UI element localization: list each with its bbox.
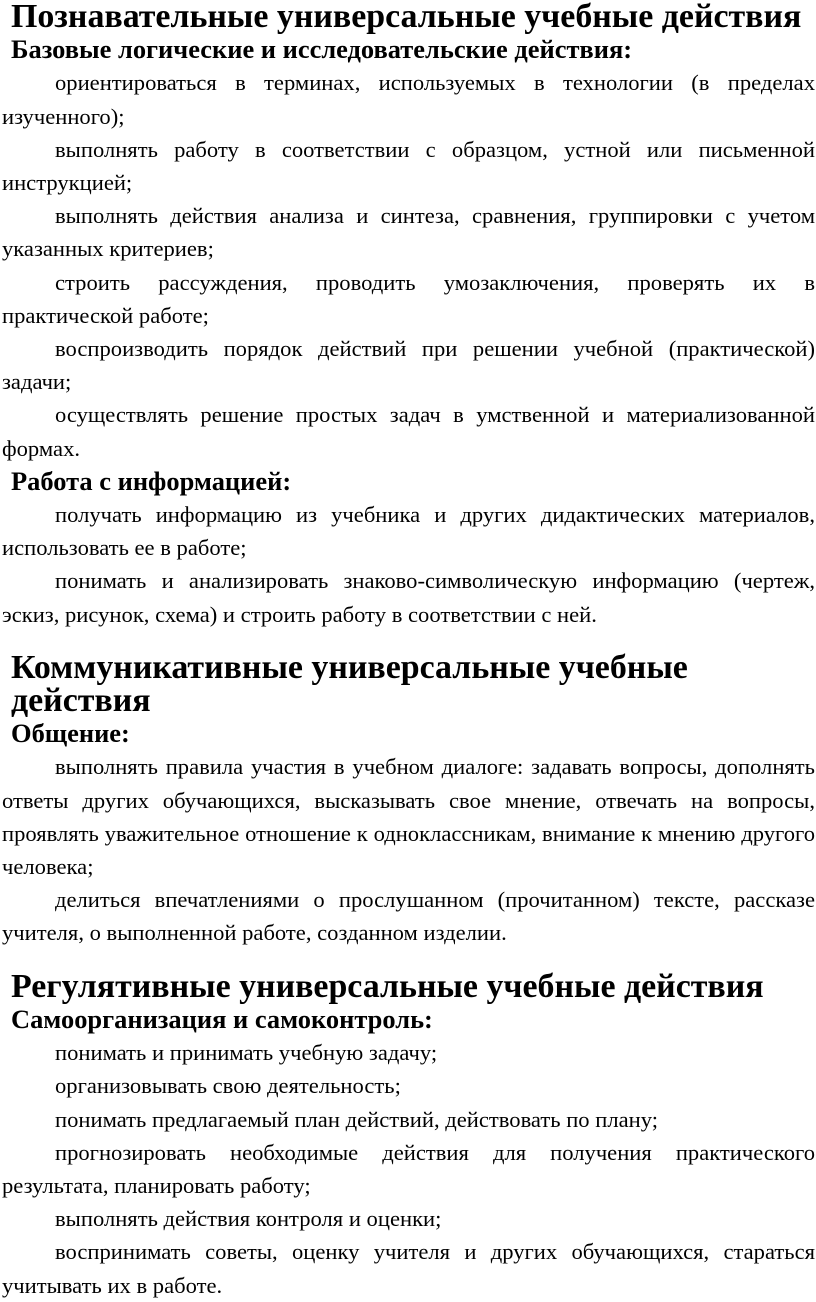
list-item: выполнять работу в соответствии с образцом, устной или письменной инструкцией; (2, 136, 815, 196)
list-item: ориентироваться в терминах, используемых в технологии (в пределах изученного); (2, 70, 815, 129)
section-spacer (2, 631, 815, 651)
list-item: выполнять правила участия в учебном диалоге: задавать вопросы, дополнять ответы других обучающихся, высказывать свое мнение, отвечать на вопросы, проявлять уважительное отношение к одноклассникам, внимание к мнению другого человека; (2, 754, 815, 880)
list-item: воспроизводить порядок действий при решении учебной (практической) задачи; (2, 336, 815, 395)
communicative-section (2, 648, 815, 950)
list-item: строить рассуждения, проводить умозаключения, проверять их в практической работе; (2, 269, 815, 328)
section-spacer (2, 950, 815, 970)
list-item: получать информацию из учебника и других дидактических материалов, использовать ее в работе; (2, 502, 815, 561)
list-item: выполнять действия контроля и оценки; (55, 1206, 442, 1232)
subsection-title: Работа с информацией: (11, 465, 292, 496)
list-item: организовывать свою деятельность; (55, 1073, 401, 1099)
regulative-section (2, 967, 815, 1302)
list-item: делиться впечатлениями о прослушанном (прочитанном) тексте, рассказе учителя, о выполненной работе, созданном изделии. (2, 887, 815, 946)
list-item: прогнозировать необходимые действия для получения практического результата, планировать работу; (2, 1139, 815, 1198)
list-item: понимать предлагаемый план действий, действовать по плану; (55, 1106, 659, 1132)
subsection-title: Базовые логические и исследовательские действия: (11, 34, 633, 65)
section-title: Коммуникативные универсальные учебные действия (11, 648, 688, 720)
list-item: понимать и принимать учебную задачу; (55, 1040, 438, 1066)
list-item: выполнять действия анализа и синтеза, сравнения, группировки с учетом указанных критериев; (2, 203, 815, 262)
cognitive-section (2, 0, 815, 631)
subsection-title: Самоорганизация и самоконтроль: (11, 1003, 433, 1034)
subsection-title: Общение: (11, 718, 130, 749)
section-title: Познавательные универсальные учебные действия (11, 0, 802, 35)
list-item: понимать и анализировать знаково-символическую информацию (чертеж, эскиз, рисунок, схема) и строить работу в соответствии с ней. (2, 568, 815, 627)
list-item: воспринимать советы, оценку учителя и других обучающихся, стараться учитывать их в работе. (2, 1239, 815, 1298)
section-title: Регулятивные универсальные учебные действия (11, 967, 764, 1005)
list-item: осуществлять решение простых задач в умственной и материализованной формах. (2, 402, 815, 461)
